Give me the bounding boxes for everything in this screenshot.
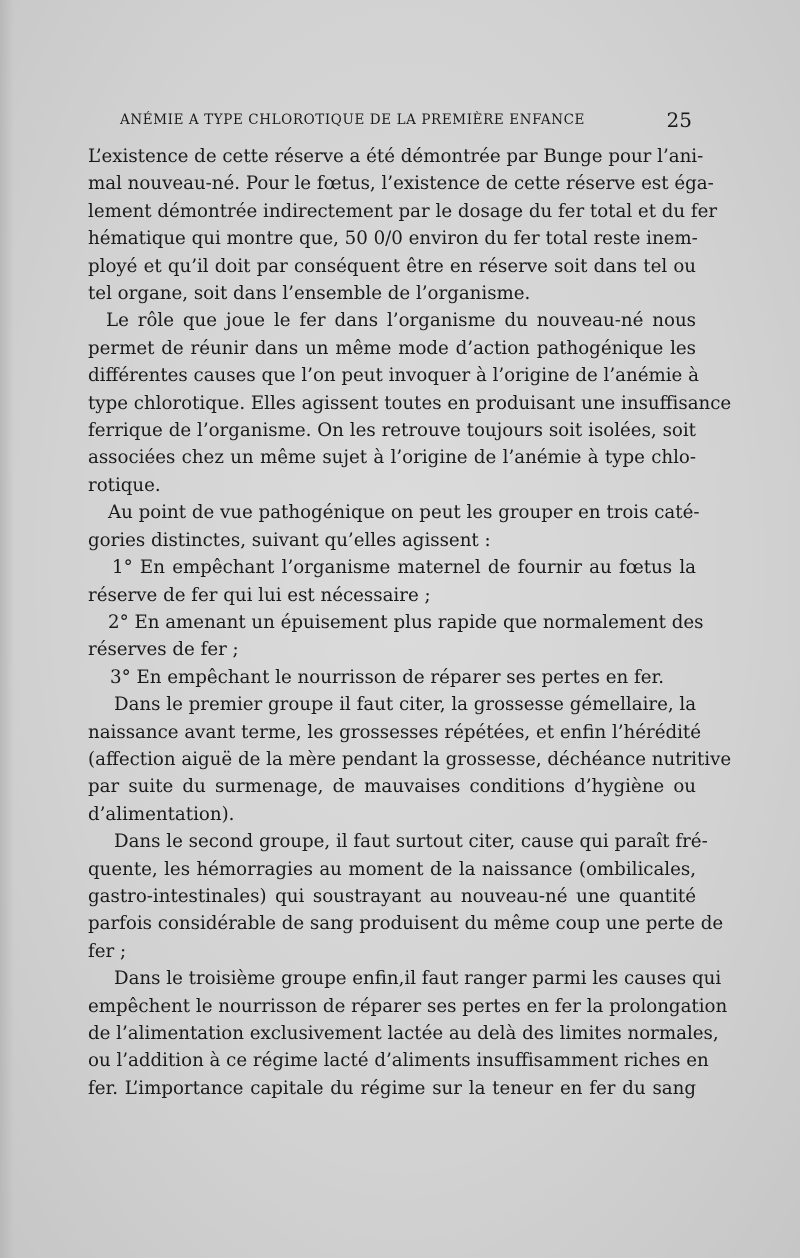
text-line: Le rôle que joue le fer dans l’organisme du nouveau-né nous [106,310,696,332]
text-line: gastro-intestinales) qui soustrayant au nouveau-né une quantité [88,885,696,907]
text-line: L’existence de cette réserve a été démontrée par Bunge pour l’ani- [88,146,704,167]
text-line: tel organe, soit dans l’ensemble de l’organisme. [88,283,531,305]
text-line: Dans le premier groupe il faut citer, la grossesse gémellaire, la [114,694,697,716]
text-line: parfois considérable de sang produisent du même coup une perte de [88,913,724,935]
body-text [88,143,732,1102]
page-number: 25 [666,108,692,132]
text-line: lement démontrée indirectement par le dosage du fer total et du fer [88,200,718,222]
text-line: empêchent le nourrisson de réparer ses pertes en fer la prolongation [88,995,728,1017]
text-line: (affection aiguë de la mère pendant la grossesse, déchéance nutritive [88,748,732,770]
text-line: de l’alimentation exclusivement lactée au delà des limites normales, [88,1023,719,1044]
binding-shadow [0,0,14,1258]
text-line: rotique. [88,474,161,496]
text-line: 1° En empêchant l’organisme maternel de fournir au fœtus la [112,557,696,579]
text-line: type chlorotique. Elles agissent toutes en produisant une insuffisance [88,392,732,414]
text-line: quente, les hémorragies au moment de la naissance (ombilicales, [88,858,696,880]
text-line: par suite du surmenage, de mauvaises conditions d’hygiène ou [88,776,696,798]
page-header [120,108,692,134]
text-line: fer. L’importance capitale du régime sur la teneur en fer du sang [88,1077,696,1099]
text-line: hématique qui montre que, 50 0/0 environ du fer total reste inem- [88,228,698,250]
text-line: ferrique de l’organisme. On les retrouve toujours soit isolées, soit [88,420,696,442]
text-line: Dans le troisième groupe enfin,il faut ranger parmi les causes qui [114,968,722,990]
text-line: Au point de vue pathogénique on peut les grouper en trois caté- [108,502,700,524]
text-line: associées chez un même sujet à l’origine de l’anémie à type chlo- [88,447,696,469]
text-line: 3° En empêchant le nourrisson de réparer ses pertes en fer. [110,666,665,688]
text-line: réserve de fer qui lui est nécessaire ; [88,584,431,606]
text-line: gories distinctes, suivant qu’elles agissent : [88,529,491,551]
text-line: fer ; [88,940,127,962]
text-line: mal nouveau-né. Pour le fœtus, l’existence de cette réserve est éga- [88,173,714,195]
text-line: permet de réunir dans un même mode d’action pathogénique les [88,337,696,359]
text-line: réserves de fer ; [88,639,239,661]
text-line: ployé et qu’il doit par conséquent être en réserve soit dans tel ou [88,255,696,277]
text-line: ou l’addition à ce régime lacté d’aliments insuffisamment riches en [88,1050,709,1072]
text-line: d’alimentation). [88,803,235,825]
text-line: différentes causes que l’on peut invoquer à l’origine de l’anémie à [88,365,699,387]
text-line: Dans le second groupe, il faut surtout citer, cause qui paraît fré- [114,831,708,853]
running-title: ANÉMIE A TYPE CHLOROTIQUE DE LA PREMIÈRE ENFANCE [120,112,586,128]
text-line: naissance avant terme, les grossesses répétées, et enfin l’hérédité [88,721,702,743]
text-line: 2° En amenant un épuisement plus rapide que normalement des [108,611,704,633]
